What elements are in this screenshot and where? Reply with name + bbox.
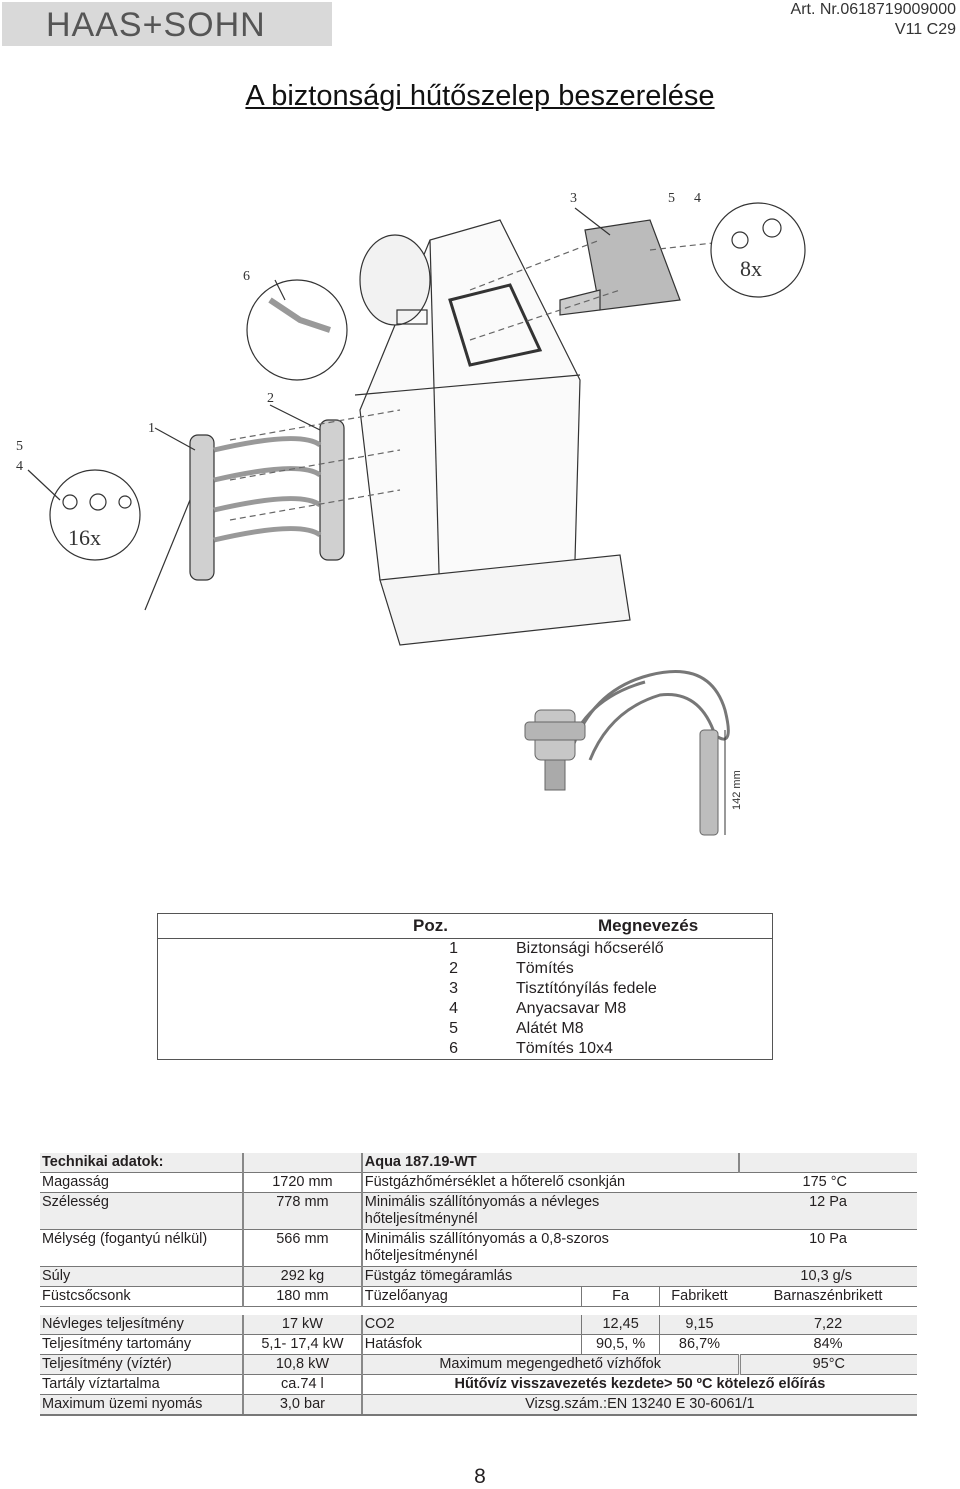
row-pos: 5 [158, 1019, 509, 1039]
table-row [40, 1315, 917, 1335]
table-row [158, 979, 773, 999]
table-row [40, 1395, 917, 1416]
callout-6: 6 [243, 269, 250, 284]
table-row [40, 1267, 917, 1287]
row-pos: 2 [158, 959, 509, 979]
row-name: Alátét M8 [508, 1019, 773, 1039]
table-row [40, 1230, 917, 1267]
row-value: 3,0 bar [243, 1395, 362, 1416]
row-param-value: 10 Pa [739, 1230, 917, 1267]
row-pos: 4 [158, 999, 509, 1019]
quantity-8x: 8x [740, 256, 762, 281]
exploded-drawing [0, 180, 960, 650]
dimension-label: 142 mm [731, 770, 743, 810]
table-row [40, 1287, 917, 1307]
callout-3: 3 [570, 191, 577, 206]
quantity-16x: 16x [68, 525, 101, 550]
row-label: Maximum üzemi nyomás [40, 1395, 243, 1416]
row-pos: 3 [158, 979, 509, 999]
row-param: Maximum megengedhető vízhőfok [362, 1355, 739, 1375]
efficiency-brown-coal: 84% [739, 1335, 917, 1355]
table-row [40, 1375, 917, 1395]
row-pos: 6 [158, 1039, 509, 1060]
row-label: Füstcsőcsonk [40, 1287, 243, 1307]
row-label: Teljesítmény tartomány [40, 1335, 243, 1355]
row-pos: 1 [158, 939, 509, 960]
callout-5-left: 5 [16, 439, 23, 454]
fuel-wood: Fa [582, 1287, 659, 1307]
row-param: Füstgázhőmérséklet a hőterelő csonkján [362, 1173, 739, 1193]
row-label: Teljesítmény (víztér) [40, 1355, 243, 1375]
row-name: Anyacsavar M8 [508, 999, 773, 1019]
callout-1: 1 [148, 421, 155, 436]
row-name: Tömítés [508, 959, 773, 979]
table-row [40, 1193, 917, 1230]
efficiency-briquette: 86,7% [659, 1335, 739, 1355]
row-param: Füstgáz tömegáramlás [362, 1267, 739, 1287]
row-name: Tömítés 10x4 [508, 1039, 773, 1060]
table-row [40, 1173, 917, 1193]
row-param-value: 95°C [739, 1355, 917, 1375]
page-title: A biztonsági hűtőszelep beszerelése [245, 80, 715, 112]
co2-wood: 12,45 [582, 1315, 659, 1335]
fuel-brown-coal: Barnaszénbrikett [739, 1287, 917, 1307]
page-number: 8 [474, 1465, 486, 1488]
empty-cell [739, 1153, 917, 1173]
article-number-block [791, 0, 956, 40]
logo [2, 2, 332, 46]
logo-text: HAAS+SOHN [46, 6, 266, 44]
technical-data-table [40, 1153, 917, 1416]
row-label: Magasság [40, 1173, 243, 1193]
table-row [40, 1335, 917, 1355]
callout-4-top: 4 [694, 191, 701, 206]
row-param: Minimális szállítónyomás a 0,8-szoros hőteljesítménynél [362, 1230, 739, 1267]
row-label: Tartály víztartalma [40, 1375, 243, 1395]
row-param: Minimális szállítónyomás a névleges hőteljesítménynél [362, 1193, 739, 1230]
row-param: Hatásfok [362, 1335, 582, 1355]
efficiency-wood: 90,5, % [582, 1335, 659, 1355]
article-number: Art. Nr.0618719009000 [790, 1, 956, 18]
row-value: 778 mm [243, 1193, 362, 1230]
table-row [158, 999, 773, 1019]
spacer-cell [40, 1307, 917, 1316]
spacer-row [40, 1307, 917, 1316]
row-label: Súly [40, 1267, 243, 1287]
fuel-briquette: Fabrikett [659, 1287, 739, 1307]
parts-table [157, 913, 773, 1060]
table-row [158, 939, 773, 960]
col-pos-header: Poz. [158, 914, 509, 939]
tech-heading: Technikai adatok: [40, 1153, 243, 1173]
tech-header-row [40, 1153, 917, 1173]
row-param: CO2 [362, 1315, 582, 1335]
row-label: Névleges teljesítmény [40, 1315, 243, 1335]
row-value: 5,1- 17,4 kW [243, 1335, 362, 1355]
table-row [158, 959, 773, 979]
row-label: Szélesség [40, 1193, 243, 1230]
cooling-return-note: Hűtővíz visszavezetés kezdete> 50 ºC kötelező előírás [362, 1375, 917, 1395]
row-param-value: 10,3 g/s [739, 1267, 917, 1287]
table-row [158, 1019, 773, 1039]
row-value: 292 kg [243, 1267, 362, 1287]
version-code: V11 C29 [894, 21, 956, 38]
row-name: Tisztítónyílás fedele [508, 979, 773, 999]
row-value: 10,8 kW [243, 1355, 362, 1375]
safety-valve-image [510, 650, 770, 850]
model-name: Aqua 187.19-WT [362, 1153, 739, 1173]
callout-5-top: 5 [668, 191, 675, 206]
row-param-value: 175 °C [739, 1173, 917, 1193]
row-value: 566 mm [243, 1230, 362, 1267]
parts-header-row [158, 914, 773, 939]
table-row [158, 1039, 773, 1060]
co2-briquette: 9,15 [659, 1315, 739, 1335]
callout-2: 2 [267, 391, 274, 406]
row-label: Mélység (fogantyú nélkül) [40, 1230, 243, 1267]
row-param-value: 12 Pa [739, 1193, 917, 1230]
row-value: ca.74 l [243, 1375, 362, 1395]
row-value: 1720 mm [243, 1173, 362, 1193]
row-name: Biztonsági hőcserélő [508, 939, 773, 960]
row-value: 17 kW [243, 1315, 362, 1335]
co2-brown-coal: 7,22 [739, 1315, 917, 1335]
row-param: Tüzelőanyag [362, 1287, 582, 1307]
col-name-header: Megnevezés [508, 914, 773, 939]
test-number: Vizsg.szám.:EN 13240 E 30-6061/1 [362, 1395, 917, 1416]
callout-4-left: 4 [16, 459, 23, 474]
empty-cell [243, 1153, 362, 1173]
table-row [40, 1355, 917, 1375]
row-value: 180 mm [243, 1287, 362, 1307]
